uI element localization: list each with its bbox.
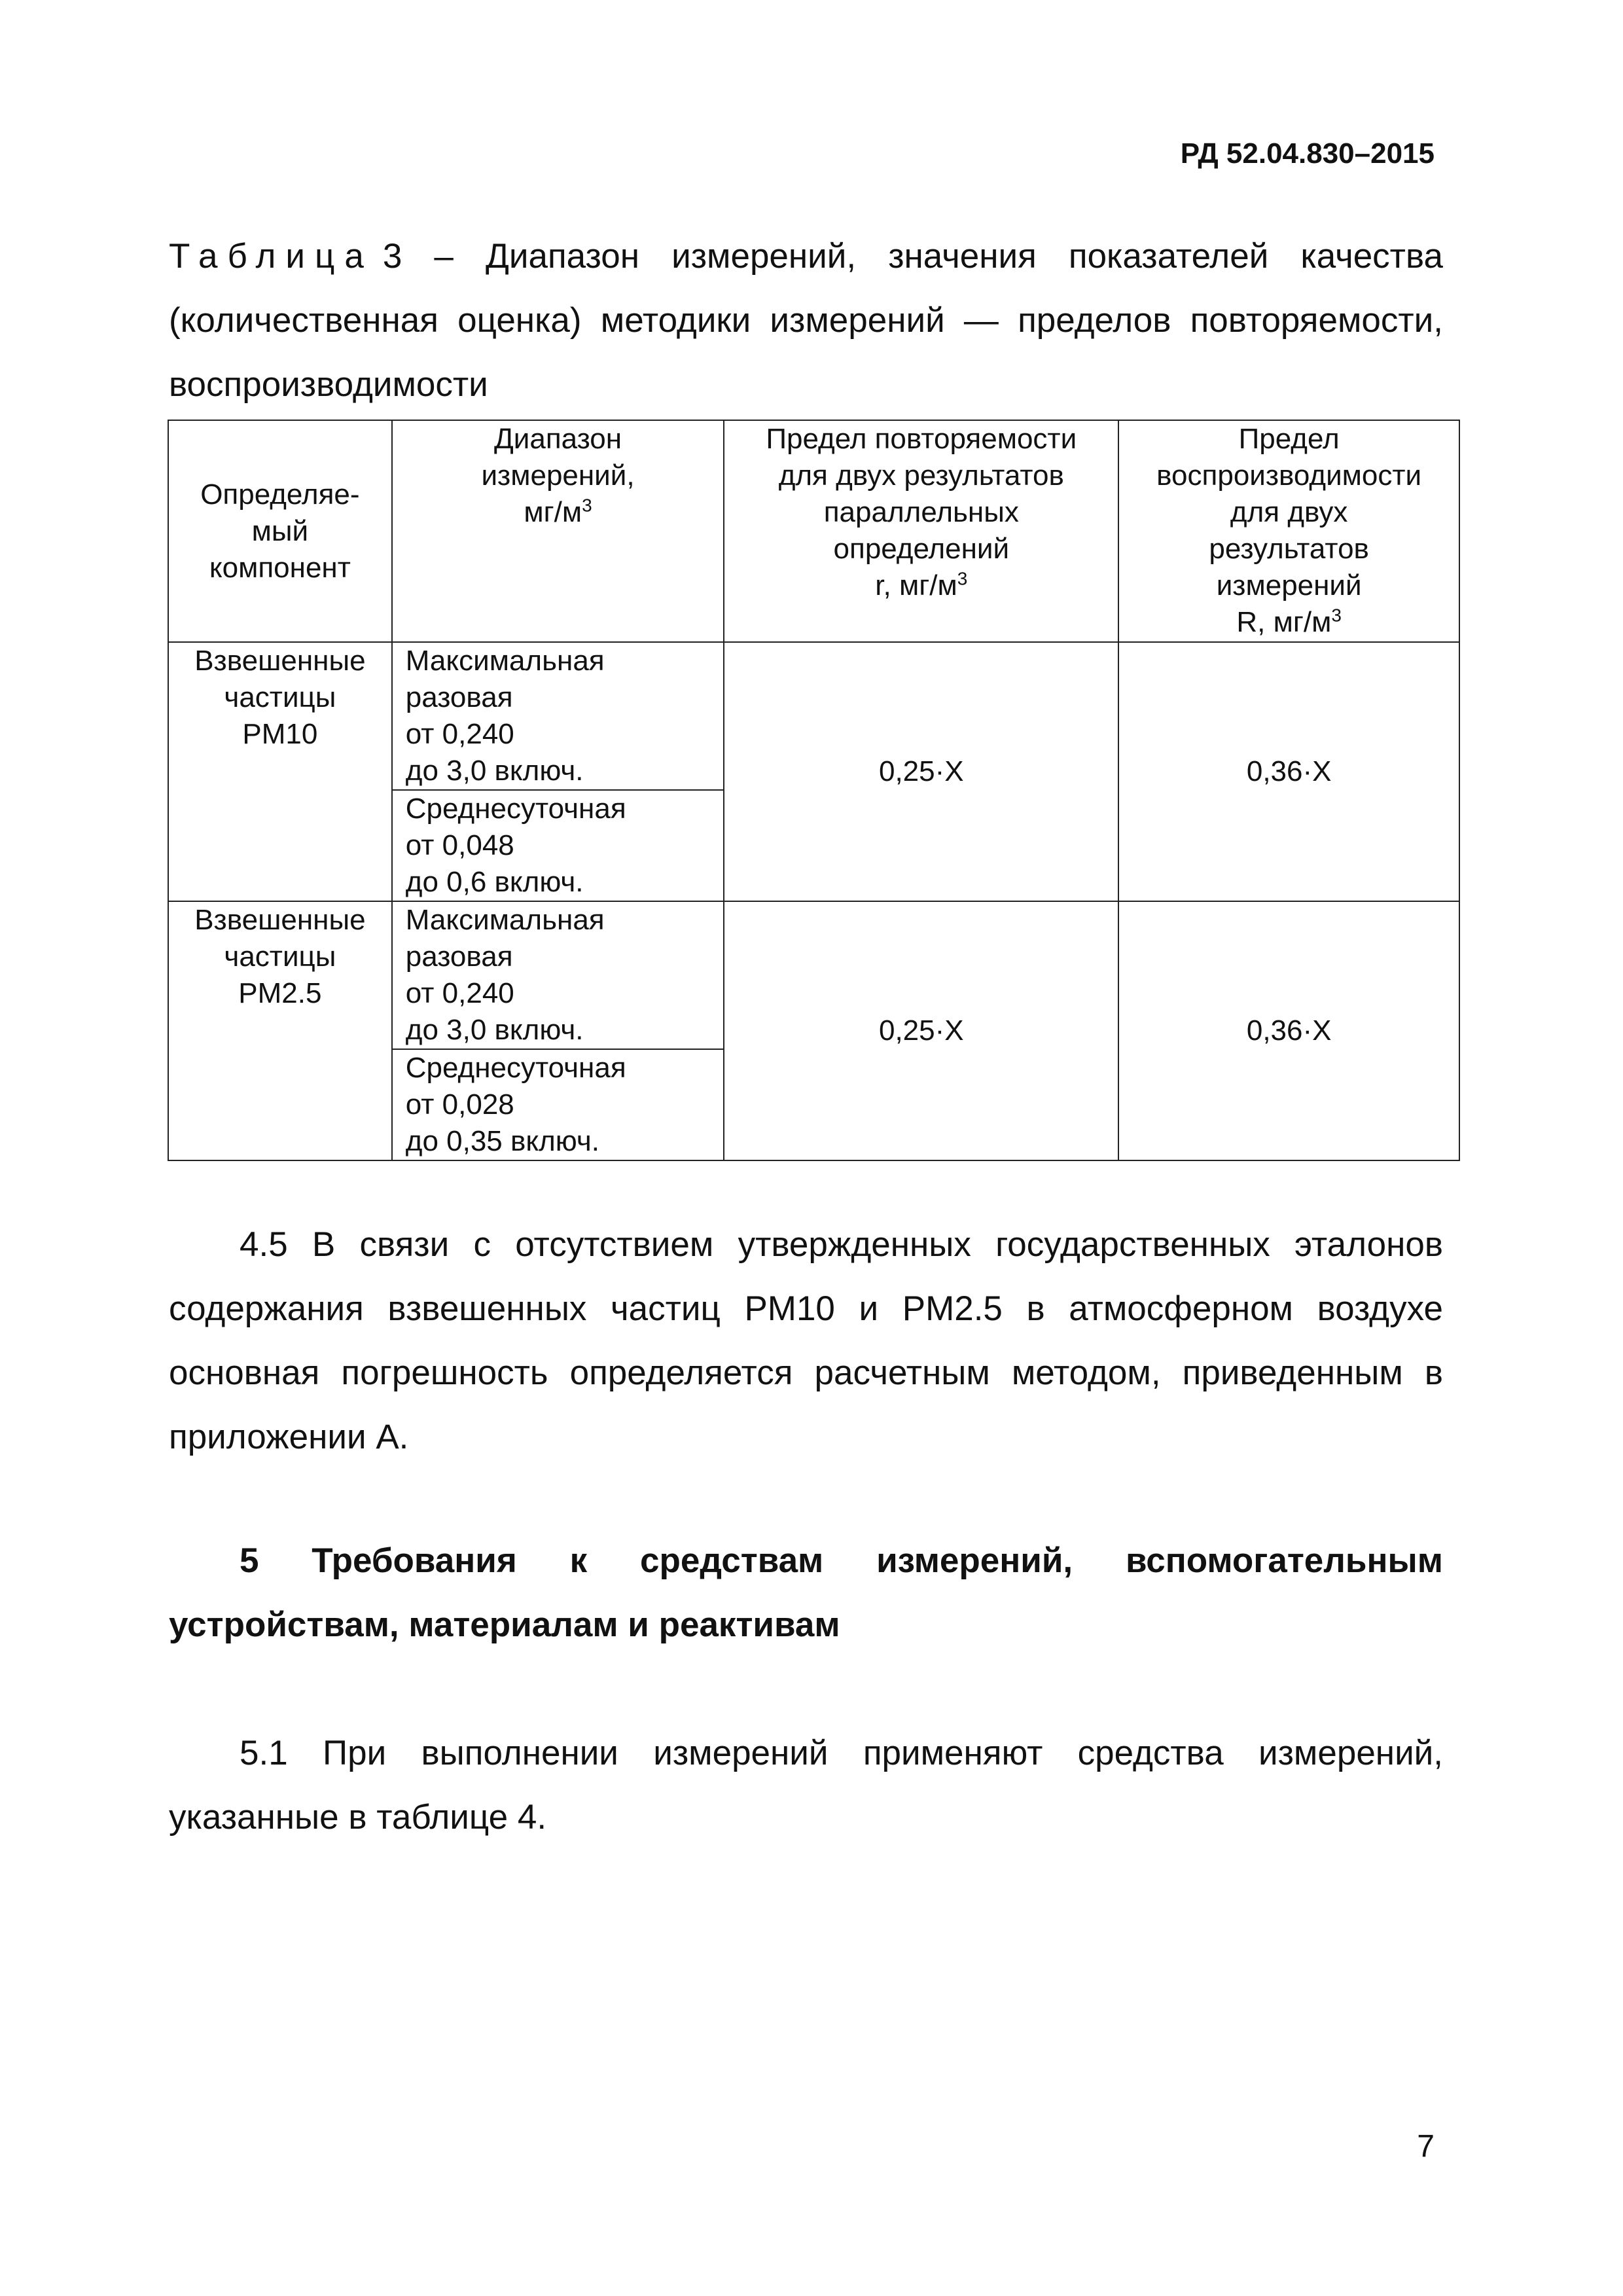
header-range: Диапазон измерений, $мг/м^3$	[392, 420, 724, 642]
measurement-table	[168, 420, 1460, 1161]
table-caption-text: 3 – Диапазон измерений, значения показателей качества (количественная оценка) методики измерений — пределов повторяемости, воспроизводимости	[169, 237, 1443, 404]
header-reproducibility: Предел воспроизводимости для двух результатов измерений R, $мг/м^3$	[1118, 420, 1459, 642]
table-row	[168, 642, 1459, 790]
table-caption-word: Таблица	[169, 237, 374, 276]
section-5-heading: 5 Требования к средствам измерений, вспомогательным устройствам, материалам и реактивам	[169, 1541, 1443, 1644]
table-header-row	[168, 420, 1459, 642]
row-range-max: Максимальная разовая от 0,240 до 3,0 включ.	[392, 642, 724, 790]
paragraph-5-1: 5.1 При выполнении измерений применяют средства измерений, указанные в таблице 4.	[169, 1734, 1443, 1837]
header-component: Определяе- мый компонент	[168, 420, 392, 642]
table-caption	[169, 224, 1443, 417]
row-repeatability: 0,25·X	[724, 901, 1118, 1160]
header-repeatability: Предел повторяемости для двух результатов параллельных определений r, $мг/м^3$	[724, 420, 1118, 642]
page-number: 7	[1417, 2129, 1435, 2164]
row-repeatability: 0,25·X	[724, 642, 1118, 901]
row-reproducibility: 0,36·X	[1118, 642, 1459, 901]
table-row	[168, 901, 1459, 1049]
row-range-daily: Среднесуточная от 0,028 до 0,35 включ.	[392, 1049, 724, 1160]
row-reproducibility: 0,36·X	[1118, 901, 1459, 1160]
row-component: Взвешенные частицы PM10	[168, 642, 392, 901]
paragraph-4-5: 4.5 В связи с отсутствием утвержденных государственных эталонов содержания взвешенных частиц PM10 и PM2.5 в атмосферном воздухе основная погрешность определяется расчетным методом, приведенным в приложении А.	[169, 1225, 1443, 1456]
row-range-daily: Среднесуточная от 0,048 до 0,6 включ.	[392, 790, 724, 901]
row-range-max: Максимальная разовая от 0,240 до 3,0 включ.	[392, 901, 724, 1049]
row-component: Взвешенные частицы PM2.5	[168, 901, 392, 1160]
document-code: РД 52.04.830–2015	[1180, 137, 1435, 170]
